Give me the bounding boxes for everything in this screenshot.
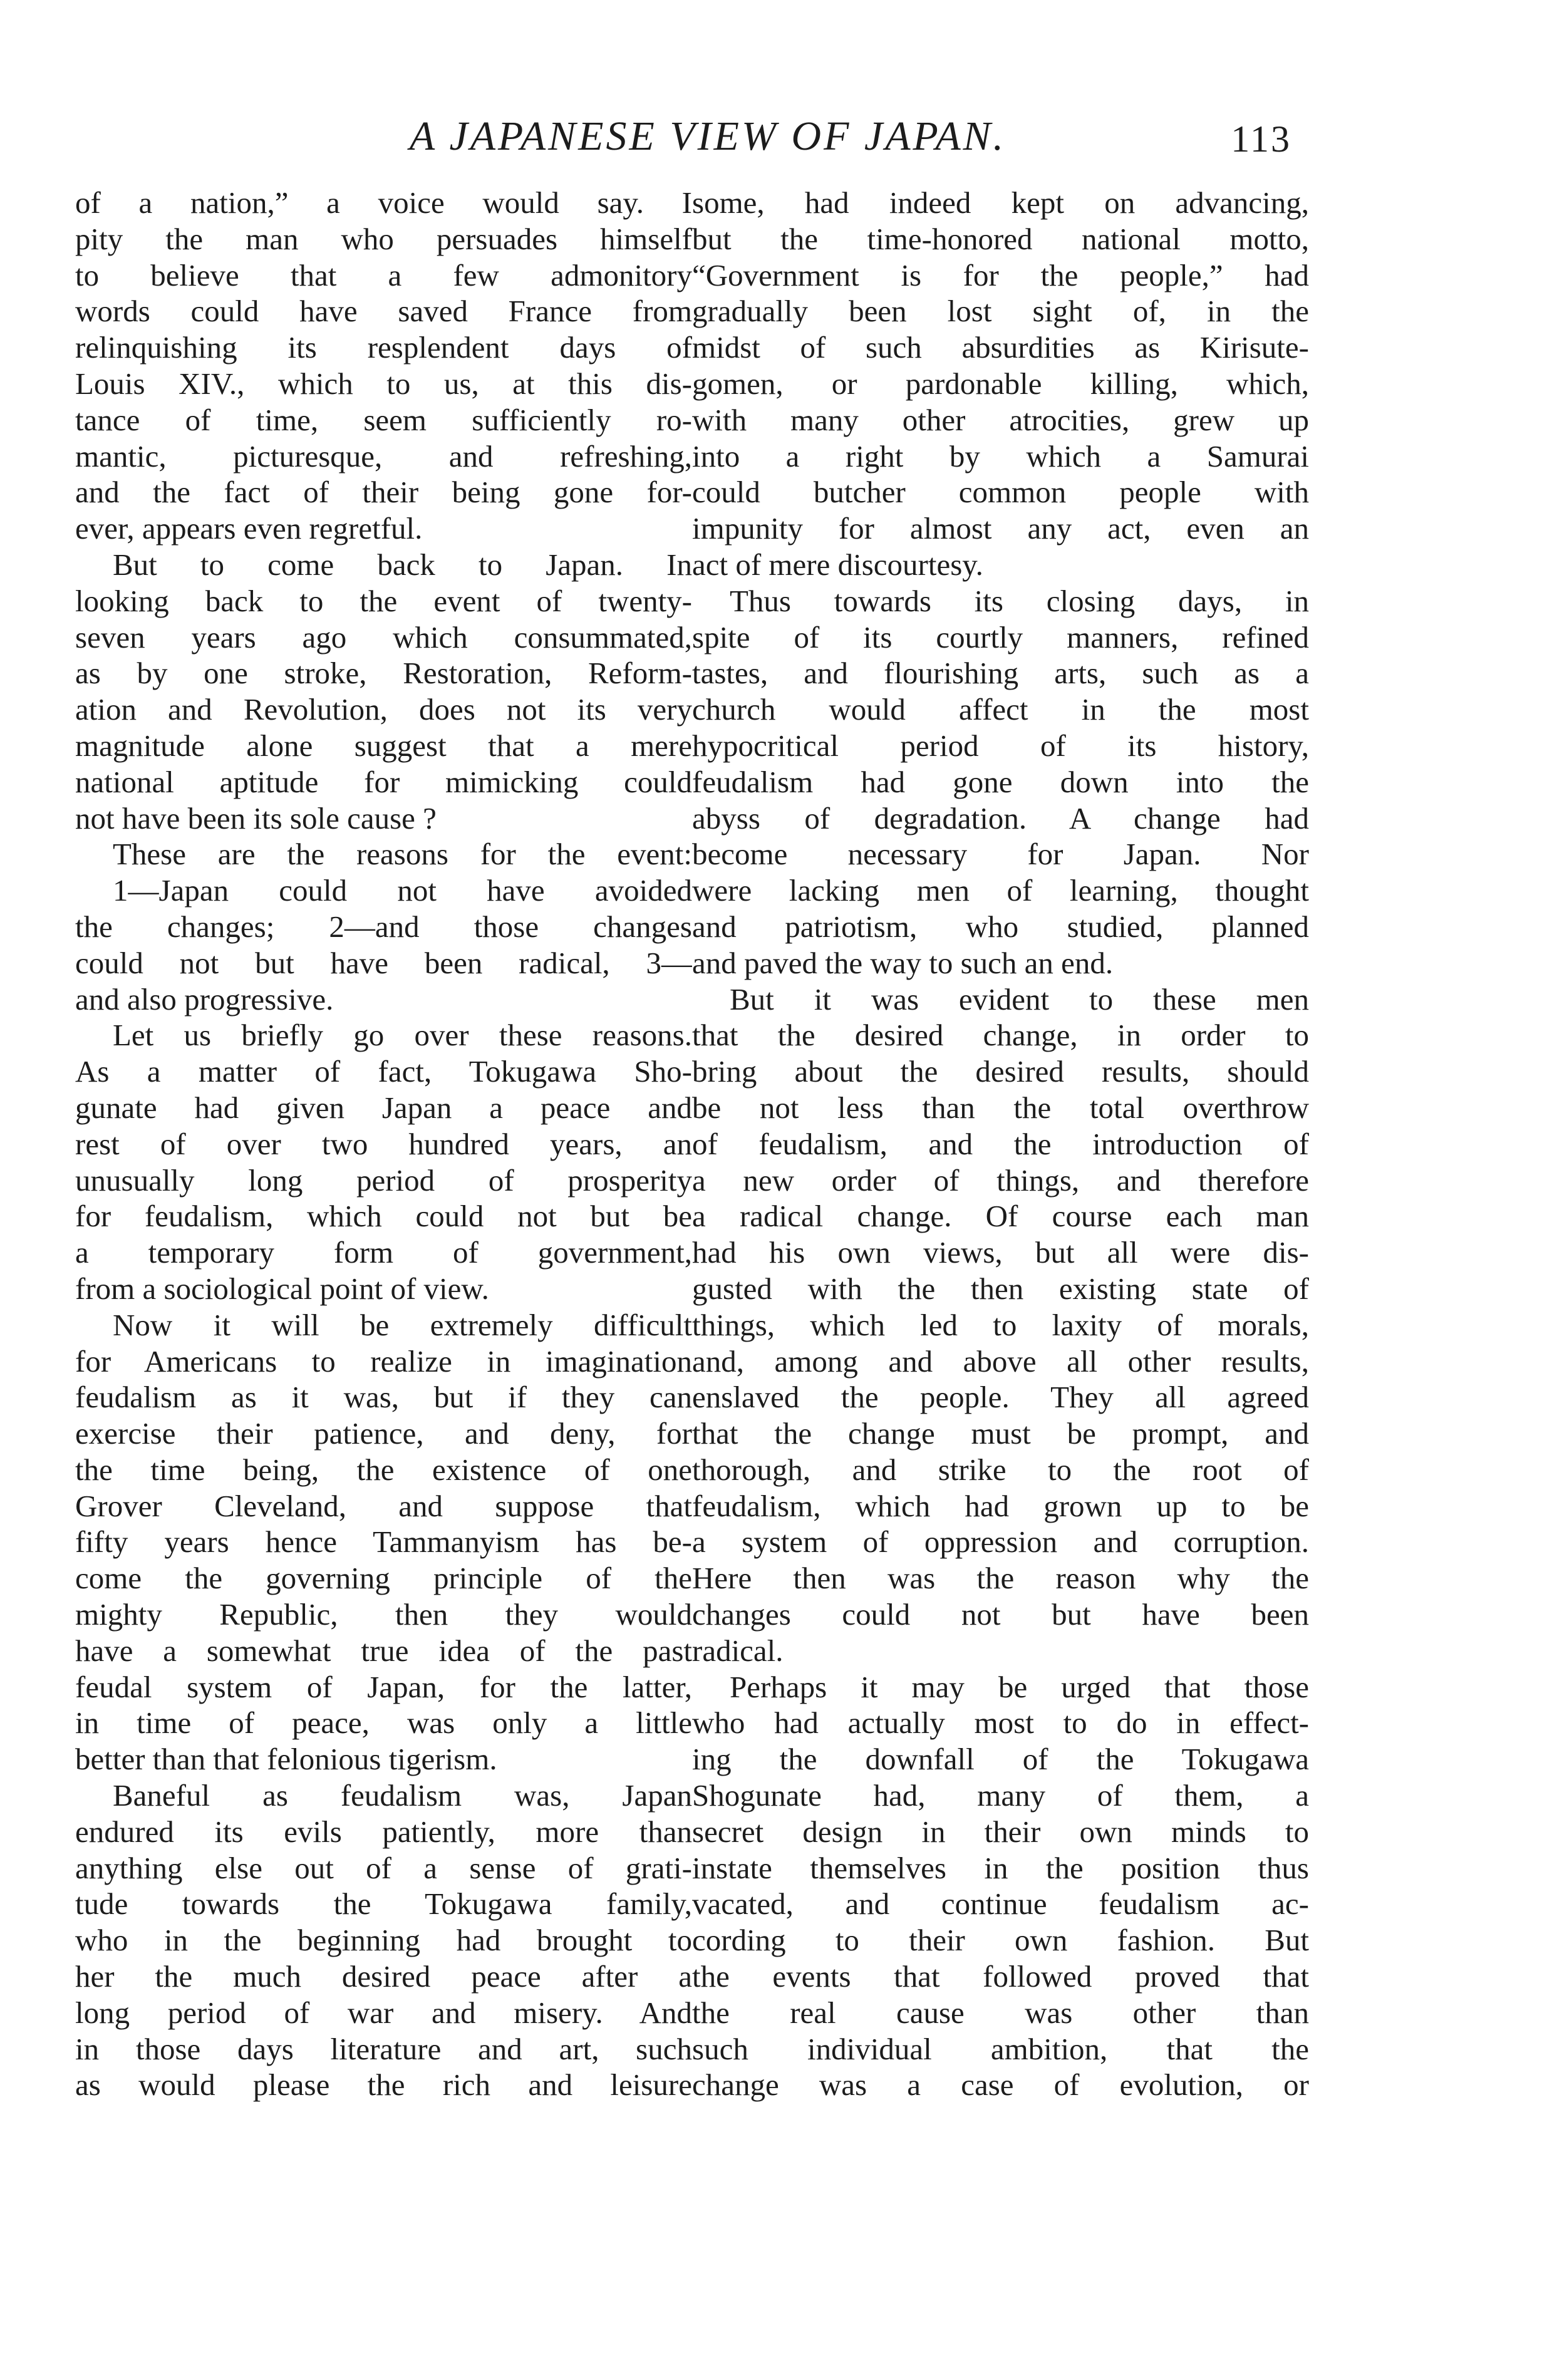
text-line: As a matter of fact, Tokugawa Sho- (75, 1054, 692, 1089)
text-line: Now it will be extremely difficult (113, 1307, 692, 1342)
text-line: could butcher common people with (692, 475, 1309, 510)
right-text-column (692, 185, 1309, 2176)
text-line: a new order of things, and therefore (692, 1162, 1309, 1198)
text-line: spite of its courtly manners, refined (692, 619, 1309, 654)
text-line: exercise their patience, and deny, for (75, 1416, 692, 1451)
text-line: the events that followed proved that (692, 1959, 1309, 1994)
text-line: who in the beginning had brought to (75, 1923, 692, 1958)
text-line: of a nation,” a voice would say. I (75, 185, 692, 220)
text-line: that the change must be prompt, and (692, 1416, 1309, 1451)
text-line: feudal system of Japan, for the latter, (75, 1669, 692, 1704)
text-line: had his own views, but all were dis- (692, 1235, 1309, 1270)
text-line: a temporary form of government, (75, 1235, 692, 1270)
text-line: enslaved the people. They all agreed (692, 1380, 1309, 1415)
running-title: A JAPANESE VIEW OF JAPAN. (409, 113, 1006, 159)
text-line: rest of over two hundred years, an (75, 1126, 692, 1161)
left-text-column (75, 185, 692, 2176)
text-line: some, had indeed kept on advancing, (692, 185, 1309, 220)
text-line: fifty years hence Tammanyism has be- (75, 1524, 692, 1560)
text-line: were lacking men of learning, thought (692, 873, 1309, 908)
text-line: long period of war and misery. And (75, 1995, 692, 2030)
text-line: Baneful as feudalism was, Japan (113, 1778, 692, 1813)
text-line: could not but have been radical, 3— (75, 945, 692, 980)
text-line: act of mere discourtesy. (692, 547, 983, 582)
text-line: relinquishing its resplendent days of (75, 330, 692, 365)
text-line: of feudalism, and the introduction of (692, 1126, 1309, 1161)
text-line: Let us briefly go over these reasons. (113, 1018, 692, 1053)
text-line: magnitude alone suggest that a mere (75, 728, 692, 763)
text-line: Louis XIV., which to us, at this dis- (75, 366, 692, 401)
text-line: the time being, the existence of one (75, 1452, 692, 1487)
text-line: her the much desired peace after a (75, 1959, 692, 1994)
text-line: radical. (692, 1633, 784, 1668)
text-line: These are the reasons for the event: (113, 837, 692, 872)
text-line: hypocritical period of its history, (692, 728, 1309, 763)
text-line: cording to their own fashion. But (692, 1923, 1309, 1958)
text-line: to believe that a few admonitory (75, 257, 692, 292)
text-line: with many other atrocities, grew up (692, 402, 1309, 437)
text-line: anything else out of a sense of grati- (75, 1850, 692, 1885)
text-line: changes could not but have been (692, 1597, 1309, 1632)
text-line: Here then was the reason why the (692, 1561, 1309, 1596)
text-line: and the fact of their being gone for- (75, 475, 692, 510)
text-line: in time of peace, was only a little (75, 1705, 692, 1741)
text-line: But it was evident to these men (730, 981, 1309, 1017)
text-line: feudalism had gone down into the (692, 764, 1309, 799)
text-line: who had actually most to do in effect- (692, 1705, 1309, 1741)
text-line: words could have saved France from (75, 294, 692, 329)
text-line: feudalism as it was, but if they can (75, 1380, 692, 1415)
text-line: the real cause was other than (692, 1995, 1309, 2030)
text-line: pity the man who persuades himself (75, 221, 692, 256)
text-line: in those days literature and art, such (75, 2031, 692, 2066)
text-line: “Government is for the people,” had (692, 257, 1309, 292)
text-line: impunity for almost any act, even an (692, 511, 1309, 546)
text-line: not have been its sole cause ? (75, 800, 437, 836)
text-line: the changes; 2—and those changes (75, 909, 692, 944)
text-line: midst of such absurdities as Kirisute- (692, 330, 1309, 365)
text-line: mantic, picturesque, and refreshing, (75, 438, 692, 473)
text-line: tance of time, seem sufficiently ro- (75, 402, 692, 437)
text-line: for Americans to realize in imagination (75, 1343, 692, 1379)
text-line: feudalism, which had grown up to be (692, 1488, 1309, 1523)
text-line: and patriotism, who studied, planned (692, 909, 1309, 944)
text-line: secret design in their own minds to (692, 1814, 1309, 1849)
text-line: for feudalism, which could not but be (75, 1199, 692, 1234)
text-line: instate themselves in the position thus (692, 1850, 1309, 1885)
text-line: vacated, and continue feudalism ac- (692, 1886, 1309, 1922)
text-line: unusually long period of prosperity (75, 1162, 692, 1198)
text-line: But to come back to Japan. In (113, 547, 692, 582)
text-line: Grover Cleveland, and suppose that (75, 1488, 692, 1523)
text-line: seven years ago which consummated, (75, 619, 692, 654)
text-line: as would please the rich and leisure (75, 2067, 692, 2103)
text-line: better than that felonious tigerism. (75, 1742, 497, 1777)
text-line: church would affect in the most (692, 692, 1309, 727)
text-line: and also progressive. (75, 981, 334, 1017)
text-line: 1—Japan could not have avoided (113, 873, 692, 908)
text-line: looking back to the event of twenty- (75, 583, 692, 618)
text-line: tastes, and flourishing arts, such as a (692, 656, 1309, 691)
text-line: become necessary for Japan. Nor (692, 837, 1309, 872)
text-line: mighty Republic, then they would (75, 1597, 692, 1632)
text-line: such individual ambition, that the (692, 2031, 1309, 2066)
text-line: a system of oppression and corruption. (692, 1524, 1309, 1560)
text-line: abyss of degradation. A change had (692, 800, 1309, 836)
text-line: Perhaps it may be urged that those (730, 1669, 1309, 1704)
text-line: that the desired change, in order to (692, 1018, 1309, 1053)
text-line: Thus towards its closing days, in (730, 583, 1309, 618)
text-line: have a somewhat true idea of the past (75, 1633, 692, 1668)
text-line: Shogunate had, many of them, a (692, 1778, 1309, 1813)
text-line: things, which led to laxity of morals, (692, 1307, 1309, 1342)
text-line: thorough, and strike to the root of (692, 1452, 1309, 1487)
text-line: ation and Revolution, does not its very (75, 692, 692, 727)
text-line: as by one stroke, Restoration, Reform- (75, 656, 692, 691)
text-line: but the time-honored national motto, (692, 221, 1309, 256)
text-line: from a sociological point of view. (75, 1271, 489, 1306)
text-line: into a right by which a Samurai (692, 438, 1309, 473)
text-line: change was a case of evolution, or (692, 2067, 1309, 2103)
text-line: come the governing principle of the (75, 1561, 692, 1596)
text-line: bring about the desired results, should (692, 1054, 1309, 1089)
text-line: gomen, or pardonable killing, which, (692, 366, 1309, 401)
page-number: 113 (1231, 118, 1291, 160)
text-line: tude towards the Tokugawa family, (75, 1886, 692, 1922)
text-line: a radical change. Of course each man (692, 1199, 1309, 1234)
text-line: and, among and above all other results, (692, 1343, 1309, 1379)
text-line: gusted with the then existing state of (692, 1271, 1309, 1306)
text-line: ing the downfall of the Tokugawa (692, 1742, 1309, 1777)
text-line: gunate had given Japan a peace and (75, 1090, 692, 1125)
text-line: national aptitude for mimicking could (75, 764, 692, 799)
text-line: gradually been lost sight of, in the (692, 294, 1309, 329)
text-line: ever, appears even regretful. (75, 511, 423, 546)
text-line: endured its evils patiently, more than (75, 1814, 692, 1849)
text-line: and paved the way to such an end. (692, 945, 1114, 980)
text-line: be not less than the total overthrow (692, 1090, 1309, 1125)
